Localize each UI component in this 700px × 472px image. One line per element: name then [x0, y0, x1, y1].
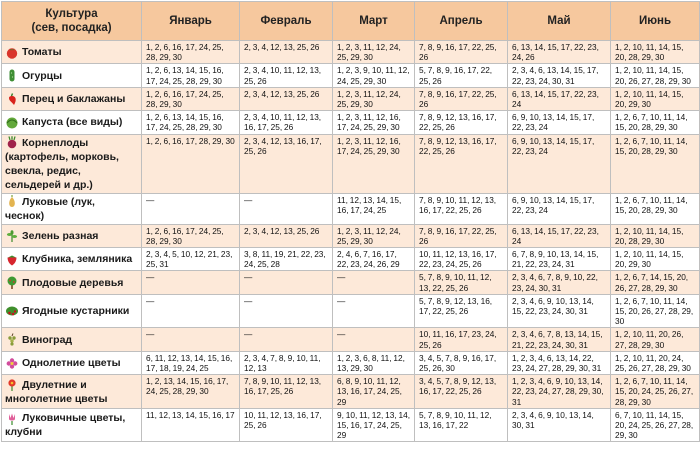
dates-cell: 2, 3, 4, 10, 11, 12, 13, 16, 17, 25, 26 [240, 111, 333, 134]
crop-header-title: Культура [45, 8, 98, 20]
dates-cell: 1, 2, 6, 7, 14, 15, 20, 26, 27, 28, 29, 30 [611, 271, 700, 294]
root-vegetable-icon [5, 136, 19, 149]
table-row [2, 351, 700, 374]
dates-cell: 7, 8, 9, 16, 17, 22, 25, 26 [415, 41, 508, 64]
table-row [2, 41, 700, 64]
crop-cell [2, 41, 142, 64]
dates-cell: 1, 2, 6, 16, 17, 24, 25, 28, 29, 30 [142, 41, 240, 64]
dates-cell: 1, 2, 3, 11, 12, 24, 25, 29, 30 [333, 224, 415, 247]
month-header: Май [508, 2, 611, 41]
dates-cell: — [240, 294, 333, 328]
strawberry-icon [5, 253, 19, 266]
dates-cell: 7, 8, 9, 12, 13, 16, 17, 22, 25, 26 [415, 134, 508, 193]
dates-cell: 6, 13, 14, 15, 17, 22, 23, 24 [508, 87, 611, 110]
crop-column-header [2, 2, 142, 41]
dates-cell: 1, 2, 10, 11, 14, 15, 20, 26, 27, 28, 29, 30 [611, 64, 700, 87]
crop-cell [2, 193, 142, 224]
dates-cell: 1, 2, 10, 11, 14, 15, 20, 29, 30 [611, 87, 700, 110]
crop-header-subtitle: (сев, посадка) [31, 22, 112, 34]
crop-cell [2, 351, 142, 374]
crop-cell [2, 248, 142, 271]
dates-cell: 10, 11, 12, 13, 16, 17, 25, 26 [240, 408, 333, 442]
dates-cell: 2, 3, 4, 6, 7, 8, 9, 10, 22, 23, 24, 30, 31 [508, 271, 611, 294]
dates-cell: 6, 9, 10, 13, 14, 15, 17, 22, 23, 24 [508, 111, 611, 134]
table-row [2, 248, 700, 271]
crop-cell [2, 294, 142, 328]
month-header: Март [333, 2, 415, 41]
dates-cell: 2, 3, 4, 6, 13, 14, 15, 17, 22, 23, 24, 30, 31 [508, 64, 611, 87]
dates-cell: 1, 2, 10, 11, 20, 26, 27, 28, 29, 30 [611, 328, 700, 351]
dates-cell: 10, 11, 16, 17, 23, 24, 25, 26 [415, 328, 508, 351]
crop-name: Луковые (лук, чеснок) [5, 195, 95, 222]
dates-cell: 1, 2, 3, 4, 6, 9, 10, 13, 14, 22, 23, 24, 27, 28, 29, 30, 31 [508, 375, 611, 409]
crop-name: Зелень разная [22, 229, 99, 242]
crop-name: Томаты [22, 46, 62, 59]
dates-cell: 1, 2, 10, 11, 14, 15, 20, 29, 30 [611, 248, 700, 271]
table-row [2, 375, 700, 409]
dates-cell: 1, 2, 6, 16, 17, 24, 25, 28, 29, 30 [142, 224, 240, 247]
dates-cell: 1, 2, 10, 11, 14, 15, 20, 28, 29, 30 [611, 41, 700, 64]
berry-bush-icon [5, 305, 19, 318]
dates-cell: 7, 8, 9, 10, 11, 12, 13, 16, 17, 22, 25, 26 [415, 193, 508, 224]
month-header: Июнь [611, 2, 700, 41]
pepper-icon [5, 93, 19, 106]
table-row [2, 111, 700, 134]
dates-cell: 1, 2, 3, 11, 12, 16, 17, 24, 25, 29, 30 [333, 134, 415, 193]
dates-cell: 6, 9, 10, 13, 14, 15, 17, 22, 23, 24 [508, 193, 611, 224]
dates-cell: 1, 2, 6, 7, 10, 11, 14, 15, 20, 24, 25, 26, 27, 28, 29, 30 [611, 375, 700, 409]
header-row [2, 2, 700, 41]
dates-cell: 2, 4, 6, 7, 16, 17, 22, 23, 24, 26, 29 [333, 248, 415, 271]
crop-cell [2, 224, 142, 247]
crop-cell [2, 111, 142, 134]
dates-cell: 2, 3, 4, 10, 11, 12, 13, 25, 26 [240, 64, 333, 87]
month-header: Февраль [240, 2, 333, 41]
dates-cell: 1, 2, 6, 7, 10, 11, 14, 15, 20, 28, 29, 30 [611, 193, 700, 224]
dates-cell: 2, 3, 4, 6, 9, 10, 13, 14, 30, 31 [508, 408, 611, 442]
dates-cell: 2, 3, 4, 12, 13, 25, 26 [240, 41, 333, 64]
table-row [2, 134, 700, 193]
dates-cell: 7, 8, 9, 10, 11, 12, 13, 16, 17, 25, 26 [240, 375, 333, 409]
month-header: Январь [142, 2, 240, 41]
crop-name: Корнеплоды (картофель, морковь, свекла, редис, сельдерей и др.) [5, 136, 119, 191]
dates-cell: 1, 2, 10, 11, 20, 24, 25, 26, 27, 28, 29, 30 [611, 351, 700, 374]
dates-cell: 1, 2, 3, 11, 12, 16, 17, 24, 25, 29, 30 [333, 111, 415, 134]
dates-cell: 1, 2, 6, 16, 17, 28, 29, 30 [142, 134, 240, 193]
bulb-flower-icon [5, 412, 19, 425]
tomato-icon [5, 46, 19, 59]
month-header: Апрель [415, 2, 508, 41]
dates-cell: 1, 2, 6, 7, 10, 11, 14, 15, 20, 26, 27, 28, 29, 30 [611, 294, 700, 328]
table-row [2, 271, 700, 294]
dates-cell: — [142, 294, 240, 328]
crop-name: Двулетние и многолетние цветы [5, 378, 108, 405]
dates-cell: 6, 7, 10, 11, 14, 15, 20, 24, 25, 26, 27, 28, 29, 30 [611, 408, 700, 442]
crop-cell [2, 134, 142, 193]
dates-cell: — [333, 294, 415, 328]
dates-cell: 9, 10, 11, 12, 13, 14, 15, 16, 17, 24, 25, 29 [333, 408, 415, 442]
herbs-icon [5, 230, 19, 243]
dates-cell: 5, 7, 8, 9, 16, 17, 22, 25, 26 [415, 64, 508, 87]
dates-cell: 1, 2, 3, 11, 12, 24, 25, 29, 30 [333, 41, 415, 64]
dates-cell: 6, 8, 9, 10, 11, 12, 13, 16, 17, 24, 25, 29 [333, 375, 415, 409]
dates-cell: 5, 7, 8, 9, 12, 13, 16, 17, 22, 25, 26 [415, 294, 508, 328]
crop-name: Виноград [22, 333, 73, 346]
dates-cell: — [142, 193, 240, 224]
dates-cell: 1, 2, 13, 14, 15, 16, 17, 24, 25, 28, 29, 30 [142, 375, 240, 409]
dates-cell: 1, 2, 6, 7, 10, 11, 14, 15, 20, 28, 29, 30 [611, 134, 700, 193]
crop-cell [2, 87, 142, 110]
dates-cell: 1, 2, 6, 13, 14, 15, 16, 17, 24, 25, 28, 29, 30 [142, 64, 240, 87]
dates-cell: — [142, 271, 240, 294]
dates-cell: 7, 8, 9, 16, 17, 22, 25, 26 [415, 224, 508, 247]
table-row [2, 224, 700, 247]
dates-cell: 3, 4, 5, 7, 8, 9, 16, 17, 25, 26, 30 [415, 351, 508, 374]
dates-cell: 2, 3, 4, 5, 10, 12, 21, 23, 25, 31 [142, 248, 240, 271]
dates-cell: 2, 3, 4, 12, 13, 16, 17, 25, 26 [240, 134, 333, 193]
dates-cell: 11, 12, 13, 14, 15, 16, 17, 24, 25 [333, 193, 415, 224]
dates-cell: 1, 2, 3, 9, 10, 11, 12, 24, 25, 29, 30 [333, 64, 415, 87]
dates-cell: 3, 4, 5, 7, 8, 9, 12, 13, 16, 17, 22, 25, 26 [415, 375, 508, 409]
dates-cell: — [333, 328, 415, 351]
dates-cell: 1, 2, 3, 6, 8, 11, 12, 13, 29, 30 [333, 351, 415, 374]
dates-cell: 6, 9, 10, 13, 14, 15, 17, 22, 23, 24 [508, 134, 611, 193]
dates-cell: 2, 3, 4, 12, 13, 25, 26 [240, 87, 333, 110]
onion-icon [5, 195, 19, 208]
crop-name: Ягодные кустарники [22, 305, 130, 318]
dates-cell: 2, 3, 4, 7, 8, 9, 10, 11, 12, 13 [240, 351, 333, 374]
dates-cell: 6, 11, 12, 13, 14, 15, 16, 17, 18, 19, 24, 25 [142, 351, 240, 374]
fruit-tree-icon [5, 276, 19, 289]
crop-cell [2, 375, 142, 409]
dates-cell: — [240, 328, 333, 351]
crop-name: Плодовые деревья [22, 276, 124, 289]
crop-name: Луковичные цветы, клубни [5, 412, 126, 439]
crop-name: Однолетние цветы [22, 357, 121, 370]
crop-cell [2, 271, 142, 294]
table-row [2, 87, 700, 110]
sowing-calendar-table [1, 1, 700, 442]
dates-cell: 5, 7, 8, 9, 10, 11, 12, 13, 22, 25, 26 [415, 271, 508, 294]
dates-cell: 7, 8, 9, 12, 13, 16, 17, 22, 25, 26 [415, 111, 508, 134]
crop-name: Огурцы [22, 69, 63, 82]
dates-cell: 3, 8, 11, 19, 21, 22, 23, 24, 25, 28 [240, 248, 333, 271]
dates-cell: 1, 2, 6, 16, 17, 24, 25, 28, 29, 30 [142, 87, 240, 110]
dates-cell: — [142, 328, 240, 351]
annual-flower-icon [5, 357, 19, 370]
dates-cell: 1, 2, 10, 11, 14, 15, 20, 28, 29, 30 [611, 224, 700, 247]
table-row [2, 408, 700, 442]
crop-cell [2, 328, 142, 351]
dates-cell: 1, 2, 6, 7, 10, 11, 14, 15, 20, 28, 29, 30 [611, 111, 700, 134]
dates-cell: — [240, 193, 333, 224]
crop-name: Клубника, земляника [22, 253, 133, 266]
dates-cell: 11, 12, 13, 14, 15, 16, 17 [142, 408, 240, 442]
perennial-flower-icon [5, 378, 19, 391]
dates-cell: 5, 7, 8, 9, 10, 11, 12, 13, 16, 17, 22 [415, 408, 508, 442]
dates-cell: 2, 3, 4, 6, 9, 10, 13, 14, 15, 22, 23, 24, 30, 31 [508, 294, 611, 328]
crop-cell [2, 64, 142, 87]
crop-name: Капуста (все виды) [22, 116, 123, 129]
dates-cell: 1, 2, 6, 13, 14, 15, 16, 17, 24, 25, 28, 29, 30 [142, 111, 240, 134]
cabbage-icon [5, 116, 19, 129]
dates-cell: 7, 8, 9, 16, 17, 22, 25, 26 [415, 87, 508, 110]
dates-cell: 1, 2, 3, 11, 12, 24, 25, 29, 30 [333, 87, 415, 110]
crop-name: Перец и баклажаны [22, 93, 126, 106]
cucumber-icon [5, 69, 19, 82]
dates-cell: — [333, 271, 415, 294]
table-row [2, 294, 700, 328]
crop-cell [2, 408, 142, 442]
grapes-icon [5, 333, 19, 346]
dates-cell: 2, 3, 4, 12, 13, 25, 26 [240, 224, 333, 247]
table-row [2, 64, 700, 87]
dates-cell: 6, 13, 14, 15, 17, 22, 23, 24 [508, 224, 611, 247]
dates-cell: 6, 13, 14, 15, 17, 22, 23, 24, 26 [508, 41, 611, 64]
dates-cell: — [240, 271, 333, 294]
table-row [2, 193, 700, 224]
table-row [2, 328, 700, 351]
dates-cell: 1, 2, 3, 4, 6, 13, 14, 22, 23, 24, 27, 28, 29, 30, 31 [508, 351, 611, 374]
dates-cell: 10, 11, 12, 13, 16, 17, 22, 23, 24, 25, 26 [415, 248, 508, 271]
dates-cell: 6, 7, 8, 9, 10, 13, 14, 15, 21, 22, 23, 24, 31 [508, 248, 611, 271]
dates-cell: 2, 3, 4, 6, 7, 8, 13, 14, 15, 21, 22, 23, 24, 30, 31 [508, 328, 611, 351]
